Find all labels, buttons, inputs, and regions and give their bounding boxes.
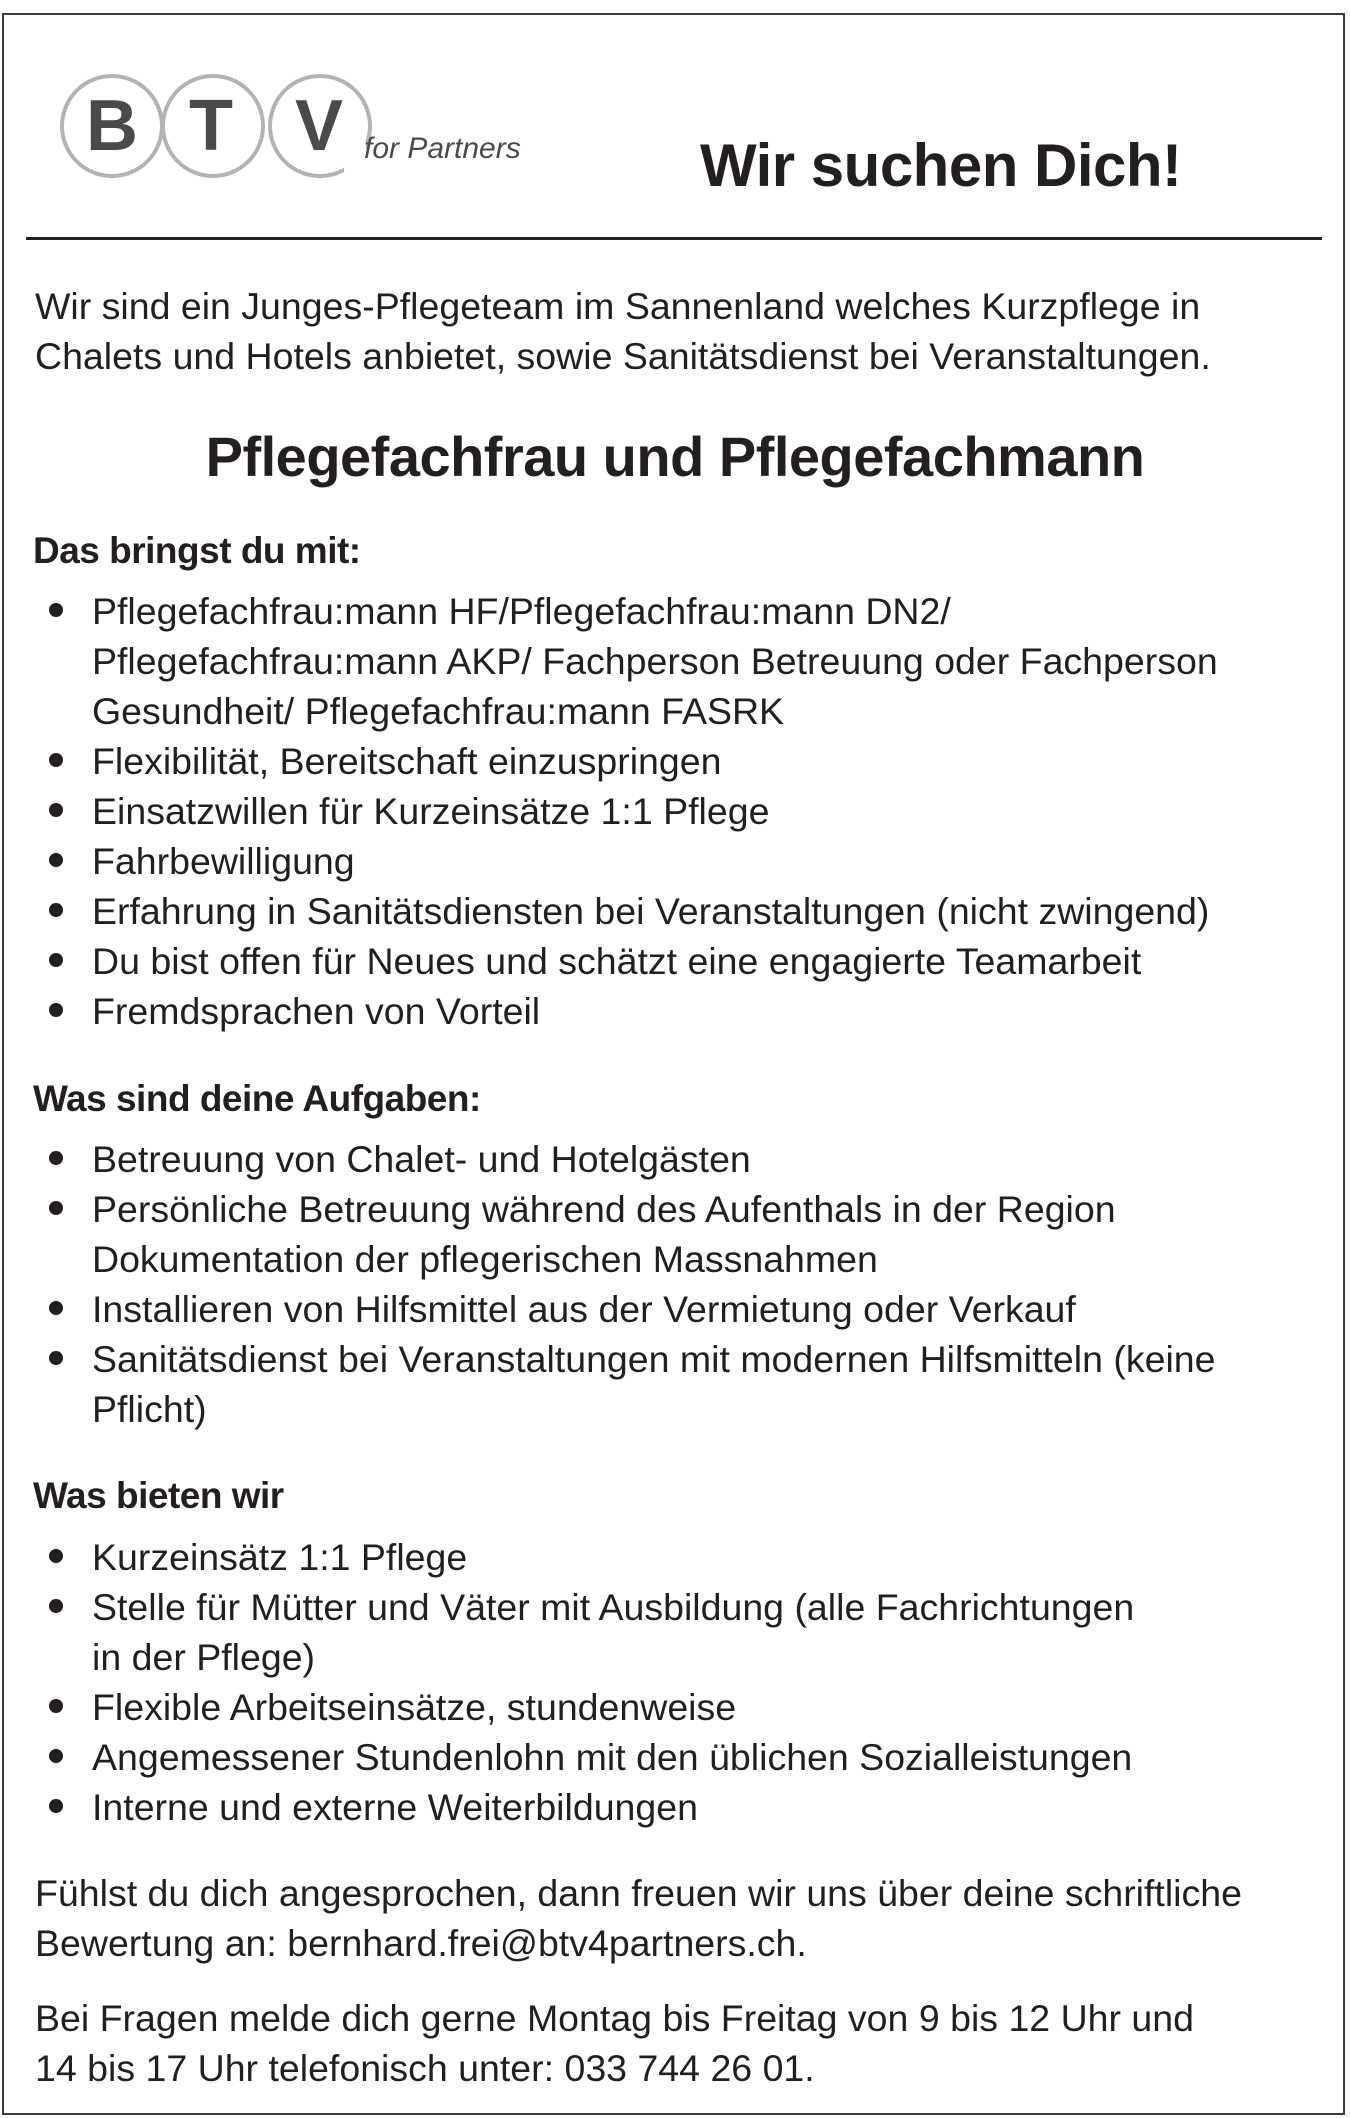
logo-letter-v: V [295, 86, 344, 166]
list-item-cont: Dokumentation der pflegerischen Massnahmen [92, 1238, 878, 1280]
list-item-cont: Pflicht) [92, 1388, 207, 1430]
bullet-icon [49, 1749, 63, 1763]
list-item: Erfahrung in Sanitätsdiensten bei Veranstaltungen (nicht zwingend) [92, 890, 1210, 932]
section-heading-tasks: Was sind deine Aufgaben: [33, 1078, 481, 1119]
list-item: Sanitätsdienst bei Veranstaltungen mit modernen Hilfsmitteln (keine [92, 1338, 1216, 1380]
bullet-icon [49, 953, 63, 967]
list-item: Flexibilität, Bereitschaft einzuspringen [92, 740, 722, 782]
list-item: Persönliche Betreuung während des Aufenthals in der Region [92, 1188, 1116, 1230]
hours-line-2 [35, 2043, 815, 2093]
apply-line-1: Fühlst du dich angesprochen, dann freuen wir uns über deine schriftliche [35, 1872, 1242, 1914]
bullet-icon [49, 1151, 63, 1165]
logo-letter-b: B [86, 86, 138, 166]
list-item: Installieren von Hilfsmittel aus der Vermietung oder Verkauf [92, 1288, 1076, 1330]
phone-link[interactable]: 033 744 26 01 [564, 2047, 805, 2089]
list-item: Fahrbewilligung [92, 840, 355, 882]
logo-letter-t: T [189, 86, 233, 166]
bullet-icon [49, 803, 63, 817]
list-item: Stelle für Mütter und Väter mit Ausbildung (alle Fachrichtungen [92, 1586, 1135, 1628]
bullet-icon [49, 1301, 63, 1315]
bullet-icon [49, 603, 63, 617]
hours-suffix: . [804, 2047, 815, 2089]
list-item: Flexible Arbeitseinsätze, stundenweise [92, 1686, 737, 1728]
bullet-icon [49, 1549, 63, 1563]
logo-tagline: for Partners [364, 132, 521, 165]
email-link[interactable]: bernhard.frei@btv4partners.ch [287, 1922, 797, 1964]
list-item: Pflegefachfrau:mann HF/Pflegefachfrau:mann DN2/ [92, 590, 951, 632]
list-item: Einsatzwillen für Kurzeinsätze 1:1 Pflege [92, 790, 770, 832]
list-item-cont: Pflegefachfrau:mann AKP/ Fachperson Betreuung oder Fachperson [92, 640, 1218, 682]
intro-line-2: Chalets und Hotels anbietet, sowie Sanitätsdienst bei Veranstaltungen. [35, 335, 1211, 377]
headline: Wir suchen Dich! [700, 132, 1182, 199]
list-item-cont: Gesundheit/ Pflegefachfrau:mann FASRK [92, 690, 785, 732]
hours-line-1: Bei Fragen melde dich gerne Montag bis Freitag von 9 bis 12 Uhr und [35, 1997, 1194, 2039]
section-heading-benefits: Was bieten wir [33, 1475, 284, 1516]
btv-logo [58, 72, 548, 182]
list-item: Interne und externe Weiterbildungen [92, 1786, 698, 1828]
bullet-icon [49, 1699, 63, 1713]
bullet-icon [49, 903, 63, 917]
list-item: Kurzeinsätz 1:1 Pflege [92, 1536, 468, 1578]
apply-line-2 [35, 1918, 807, 1968]
bullet-icon [49, 1599, 63, 1613]
bullet-icon [49, 1201, 63, 1215]
list-item: Angemessener Stundenlohn mit den üblichen Sozialleistungen [92, 1736, 1133, 1778]
header-divider [26, 237, 1322, 240]
list-item-cont: in der Pflege) [92, 1636, 316, 1678]
intro-line-1: Wir sind ein Junges-Pflegeteam im Sannenland welches Kurzpflege in [35, 285, 1201, 327]
bullet-icon [49, 753, 63, 767]
list-item: Betreuung von Chalet- und Hotelgästen [92, 1138, 751, 1180]
bullet-icon [49, 1351, 63, 1365]
bullet-icon [49, 1003, 63, 1017]
list-item: Du bist offen für Neues und schätzt eine engagierte Teamarbeit [92, 940, 1142, 982]
apply-prefix: Bewertung an: [35, 1922, 288, 1964]
hours-prefix: 14 bis 17 Uhr telefonisch unter: [35, 2047, 565, 2089]
bullet-icon [49, 853, 63, 867]
bullet-icon [49, 1799, 63, 1813]
list-item: Fremdsprachen von Vorteil [92, 990, 541, 1032]
section-heading-requirements: Das bringst du mit: [33, 530, 361, 571]
job-title: Pflegefachfrau und Pflegefachmann [205, 425, 1145, 488]
apply-suffix: . [796, 1922, 807, 1964]
